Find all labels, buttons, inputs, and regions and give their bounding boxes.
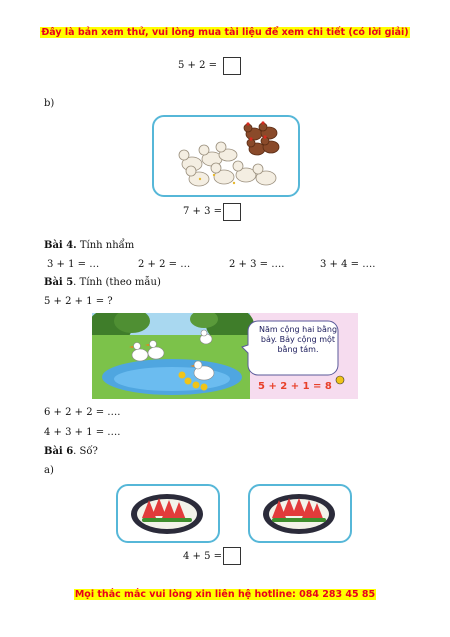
bai4-item-1: 3 + 1 = … (47, 259, 100, 270)
bai5-question-1: 6 + 2 + 2 = …. (44, 407, 121, 418)
chickens-illustration (154, 117, 298, 195)
hotline-banner: Mọi thắc mắc vui lòng xin liên hệ hotline: 084 283 45 85 (74, 589, 376, 600)
bai6-title: . Số? (73, 446, 98, 457)
bai5-heading (44, 277, 161, 288)
chickens-picture (152, 115, 300, 197)
answer-box-2[interactable] (223, 203, 241, 221)
equation-7-plus-3: 7 + 3 = (183, 206, 223, 217)
bai4-title: Tính nhẩm (79, 240, 135, 251)
preview-banner: Đây là bản xem thử, vui lòng mua tài liệu để xem chi tiết (có lời giải) (41, 27, 409, 38)
watermelon-picture-right (248, 484, 352, 543)
preview-banner-row (0, 27, 450, 38)
ducks-picture (92, 313, 358, 399)
bai6-label: Bài 6 (44, 446, 74, 457)
bai5-label: Bài 5 (44, 277, 74, 288)
bai4-item-4: 3 + 4 = …. (320, 259, 376, 270)
equation-5-plus-2: 5 + 2 = (178, 60, 218, 71)
answer-box-3[interactable] (223, 547, 241, 565)
bai4-item-3: 2 + 3 = …. (229, 259, 285, 270)
bai4-heading (44, 240, 134, 251)
answer-box-1[interactable] (223, 57, 241, 75)
bai5-question-2: 4 + 3 + 1 = …. (44, 427, 121, 438)
bai4-label: Bài 4. (44, 240, 77, 251)
bai6-heading (44, 446, 98, 457)
speech-bubble-text: Năm cộng hai bằng bảy. Bảy cộng một bằng tám. (258, 325, 338, 354)
equation-4-plus-5: 4 + 5 = (183, 551, 223, 562)
bai5-example: 5 + 2 + 1 = ? (44, 296, 113, 307)
part-a-label: a) (44, 465, 54, 476)
example-result: 5 + 2 + 1 = 8 (258, 381, 332, 392)
watermelon-picture-left (116, 484, 220, 543)
bai5-title: . Tính (theo mẫu) (73, 277, 161, 288)
hotline-banner-row (0, 589, 450, 600)
part-b-label: b) (44, 98, 55, 109)
bai4-item-2: 2 + 2 = … (138, 259, 191, 270)
